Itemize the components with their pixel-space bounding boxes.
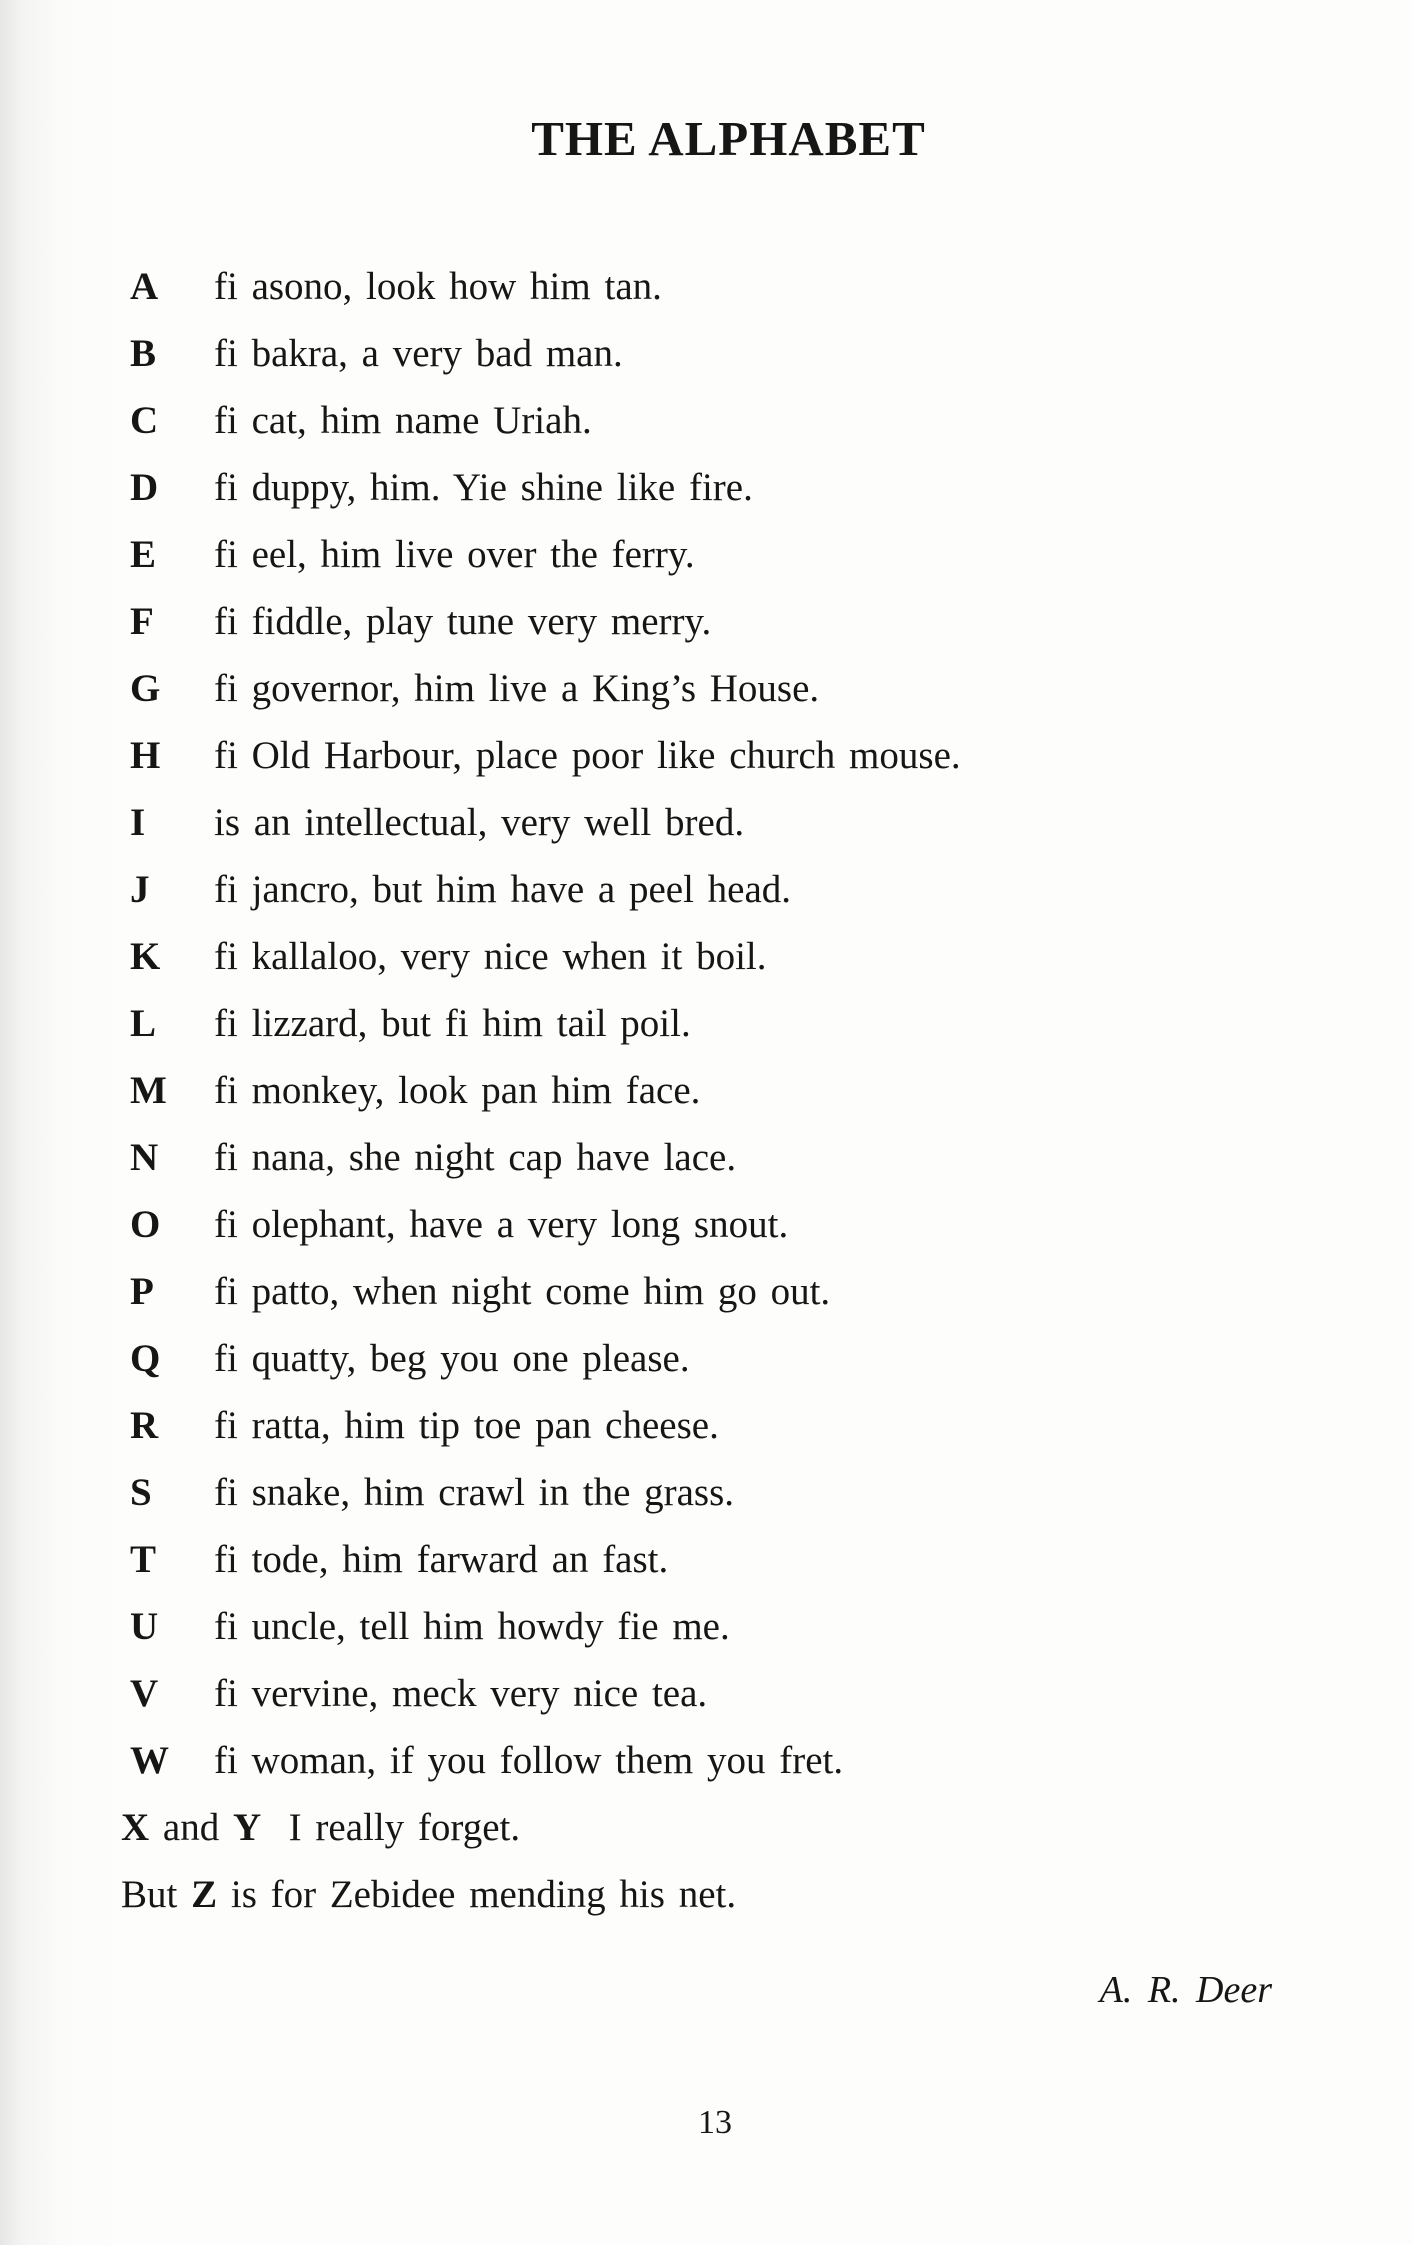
verse-letter: W (130, 1739, 169, 1782)
verse-letter: Y (232, 1806, 262, 1849)
verse-text: I really forget. (261, 1806, 521, 1849)
author-attribution: A. R. Deer (1099, 1969, 1272, 2011)
verse-letter: A (130, 265, 159, 308)
verse-letter: L (130, 1002, 157, 1045)
verse-letter: M (130, 1069, 167, 1112)
page-number: 13 (698, 2104, 732, 2141)
verse-letter: N (130, 1136, 159, 1179)
verse-letter: F (130, 600, 154, 643)
verse-connector: But (121, 1873, 192, 1916)
verse-text: fi patto, when night come him go out. (214, 1270, 831, 1313)
verse-letter: X (121, 1806, 150, 1849)
verse-letter: K (130, 935, 161, 978)
verse-text: fi bakra, a very bad man. (214, 332, 623, 375)
verse-text: fi nana, she night cap have lace. (214, 1136, 737, 1179)
verse-text: fi fiddle, play tune very merry. (214, 600, 712, 643)
verse-letter: J (130, 868, 150, 911)
verse-text: fi governor, him live a King’s House. (214, 667, 820, 710)
verse-letter: T (130, 1538, 157, 1581)
verse-letter: H (130, 734, 161, 777)
verse-text: fi cat, him name Uriah. (214, 399, 592, 442)
verse-letter: V (130, 1672, 159, 1715)
verse-text: fi eel, him live over the ferry. (214, 533, 695, 576)
verse-text: fi ratta, him tip toe pan cheese. (214, 1404, 719, 1447)
verse-letter: G (130, 667, 161, 710)
verse-text: fi snake, him crawl in the grass. (214, 1471, 735, 1514)
verse-text: fi jancro, but him have a peel head. (214, 868, 792, 911)
verse-closing-line (121, 1870, 736, 1920)
verse-text: fi quatty, beg you one please. (214, 1337, 690, 1380)
verse-text: fi kallaloo, very nice when it boil. (214, 935, 767, 978)
verse-text: fi uncle, tell him howdy fie me. (214, 1605, 730, 1648)
verse-letter: C (130, 399, 159, 442)
verse-letter: R (130, 1404, 159, 1447)
verse-text: fi tode, him farward an fast. (214, 1538, 669, 1581)
verse-letter: S (130, 1471, 152, 1514)
verse-letter: Z (191, 1873, 218, 1916)
verse-letter: Q (130, 1337, 161, 1380)
verse-closing-line (121, 1803, 520, 1853)
verse-letter: D (130, 466, 159, 509)
verse-text: fi lizzard, but fi him tail poil. (214, 1002, 691, 1045)
verse-text: is for Zebidee mending his net. (217, 1873, 737, 1916)
verse-text: fi monkey, look pan him face. (214, 1069, 701, 1112)
verse-letter: U (130, 1605, 159, 1648)
verse-text: fi vervine, meck very nice tea. (214, 1672, 708, 1715)
verse-text: fi asono, look how him tan. (214, 265, 662, 308)
verse-text: is an intellectual, very well bred. (214, 801, 745, 844)
verse-letter: B (130, 332, 157, 375)
verse-letter: I (130, 801, 146, 844)
verse-letter: O (130, 1203, 161, 1246)
verse-text: fi Old Harbour, place poor like church mouse. (214, 734, 961, 777)
verse-text: fi duppy, him. Yie shine like fire. (214, 466, 753, 509)
verse-text: fi woman, if you follow them you fret. (214, 1739, 844, 1782)
verse-connector: and (149, 1806, 233, 1849)
verse-letter: E (130, 533, 157, 576)
poem-title: THE ALPHABET (531, 111, 926, 166)
verse-letter: P (130, 1270, 154, 1313)
verse-text: fi olephant, have a very long snout. (214, 1203, 789, 1246)
